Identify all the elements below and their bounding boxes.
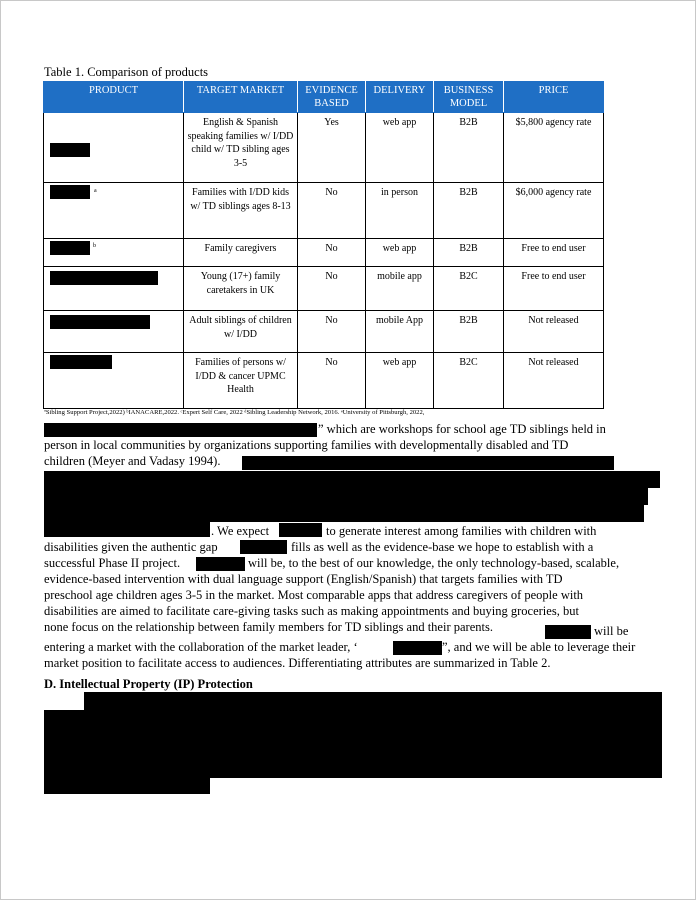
redacted-text: [279, 523, 322, 537]
redacted-product-name: [50, 315, 150, 329]
delivery-cell: web app: [366, 353, 434, 409]
product-cell: [44, 113, 184, 183]
product-cell: [44, 267, 184, 311]
delivery-cell: web app: [366, 239, 434, 267]
redacted-text: [196, 557, 245, 571]
table-row: [44, 311, 604, 353]
body-text: successful Phase II project.: [44, 556, 181, 570]
table-row: [44, 183, 604, 239]
redacted-text: [44, 710, 662, 778]
body-text: fills as well as the evidence-base we hope to establish with a: [291, 540, 594, 554]
price-cell: Free to end user: [504, 267, 604, 311]
superscript: b: [93, 243, 96, 249]
evidence-cell: No: [298, 239, 366, 267]
delivery-cell: mobile app: [366, 267, 434, 311]
price-cell: Not released: [504, 311, 604, 353]
redacted-text: [44, 522, 210, 537]
redacted-text: [393, 641, 442, 655]
business-model-cell: B2C: [434, 267, 504, 311]
redacted-product-name: [50, 355, 112, 369]
business-model-cell: B2B: [434, 183, 504, 239]
redacted-product-name: [50, 241, 90, 255]
table-row: [44, 239, 604, 267]
product-cell: [44, 311, 184, 353]
body-text: ”, and we will be able to leverage their: [442, 640, 636, 654]
header-product: PRODUCT: [44, 82, 184, 113]
header-delivery: DELIVERY: [366, 82, 434, 113]
body-text: none focus on the relationship between family members for TD siblings and their parents.: [44, 620, 493, 634]
price-cell: Not released: [504, 353, 604, 409]
product-cell: [44, 239, 184, 267]
body-text: entering a market with the collaboration of the market leader, ‘: [44, 640, 358, 654]
delivery-cell: in person: [366, 183, 434, 239]
body-text: ” which are workshops for school age TD siblings held in: [318, 422, 606, 436]
redacted-text: [242, 456, 614, 470]
section-heading: D. Intellectual Property (IP) Protection: [44, 677, 253, 691]
evidence-cell: No: [298, 353, 366, 409]
table-row: [44, 353, 604, 409]
body-text: preschool age children ages 3-5 in the market. Most comparable apps that address caregivers of people with: [44, 588, 584, 602]
table-row: [44, 113, 604, 183]
redacted-text: [240, 540, 287, 554]
header-evidence-based: EVIDENCE BASED: [298, 82, 366, 113]
redacted-text: [44, 471, 660, 488]
redacted-product-name: [50, 143, 90, 157]
header-price: PRICE: [504, 82, 604, 113]
price-cell: Free to end user: [504, 239, 604, 267]
delivery-cell: web app: [366, 113, 434, 183]
header-business-model: BUSINESS MODEL: [434, 82, 504, 113]
redacted-product-name: [50, 185, 90, 199]
redacted-text: [84, 692, 662, 710]
evidence-cell: No: [298, 311, 366, 353]
target-market-cell: Families of persons w/ I/DD & cancer UPMC Health: [184, 353, 298, 409]
body-text: disabilities given the authentic gap: [44, 540, 218, 554]
delivery-cell: mobile App: [366, 311, 434, 353]
body-text: person in local communities by organizations supporting families with developmentally disabled and TD: [44, 438, 569, 452]
table-footnotes: ªSibling Support Project,2022) ᵇIANACARE,2022. ᶜExpert Self Care, 2022 ᵈSibling Leadership Network, 2016. ᵉUniversity of Pittsburgh, 2022,: [44, 409, 425, 416]
body-text: children (Meyer and Vadasy 1994).: [44, 454, 221, 468]
product-cell: [44, 183, 184, 239]
comparison-table: [43, 81, 604, 409]
superscript: a: [94, 188, 97, 194]
business-model-cell: B2C: [434, 353, 504, 409]
table-row: [44, 267, 604, 311]
redacted-product-name: [50, 271, 158, 285]
business-model-cell: B2B: [434, 239, 504, 267]
body-text: . We expect: [211, 524, 270, 538]
target-market-cell: Family caregivers: [184, 239, 298, 267]
evidence-cell: Yes: [298, 113, 366, 183]
target-market-cell: Adult siblings of children w/ I/DD: [184, 311, 298, 353]
redacted-text: [44, 488, 648, 505]
price-cell: $6,000 agency rate: [504, 183, 604, 239]
target-market-cell: English & Spanish speaking families w/ I/DD child w/ TD sibling ages 3-5: [184, 113, 298, 183]
business-model-cell: B2B: [434, 311, 504, 353]
target-market-cell: Families with I/DD kids w/ TD siblings ages 8-13: [184, 183, 298, 239]
body-text: will be, to the best of our knowledge, the only technology-based, scalable,: [248, 556, 620, 570]
redacted-text: [44, 423, 317, 437]
redacted-text: [545, 625, 591, 639]
table-caption: Table 1. Comparison of products: [44, 65, 209, 79]
business-model-cell: B2B: [434, 113, 504, 183]
body-text: evidence-based intervention with dual language support (English/Spanish) that targets families with TD: [44, 572, 563, 586]
price-cell: $5,800 agency rate: [504, 113, 604, 183]
product-cell: [44, 353, 184, 409]
redacted-text: [44, 778, 210, 794]
redacted-text: [44, 505, 644, 522]
body-text: to generate interest among families with children with: [326, 524, 597, 538]
evidence-cell: No: [298, 183, 366, 239]
target-market-cell: Young (17+) family caretakers in UK: [184, 267, 298, 311]
header-target-market: TARGET MARKET: [184, 82, 298, 113]
body-text: will be: [594, 624, 629, 638]
body-text: disabilities are aimed to facilitate care-giving tasks such as making appointments and buying groceries, but: [44, 604, 579, 618]
body-text: market position to facilitate access to audiences. Differentiating attributes are summarized in Table 2.: [44, 656, 551, 670]
evidence-cell: No: [298, 267, 366, 311]
